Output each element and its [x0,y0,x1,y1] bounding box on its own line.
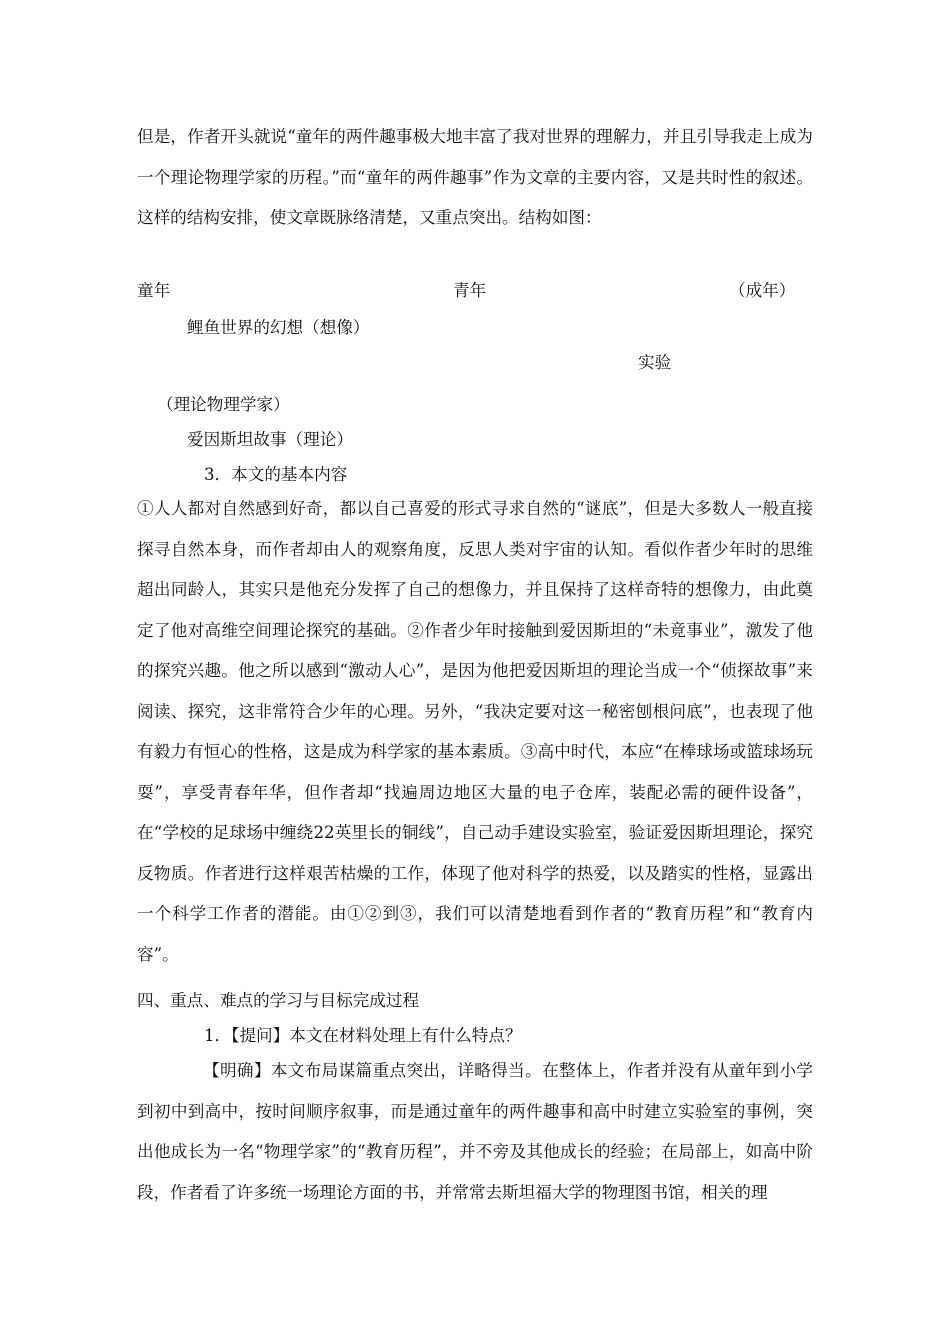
diagram-experiment-label: 实验 [638,353,672,372]
diagram-einstein-story-label: 爱因斯坦故事（理论） [187,430,353,449]
intro-paragraph: 但是，作者开头就说“童年的两件趣事极大地丰富了我对世界的理解力，并且引导我走上成为一个理论物理学家的历程。”而“童年的两件趣事”作为文章的主要内容，又是共时性的叙述。这样的结构安排，使文章既脉络清楚，又重点突出。结构如图： [137,127,813,227]
section-4-heading: 四、重点、难点的学习与目标完成过程 [137,991,420,1010]
diagram-adulthood-label: （成年） [729,281,796,300]
section-3-paragraph: ①人人都对自然感到好奇，都以自己喜爱的形式寻求自然的“谜底”，但是大多数人一般直接探寻自然本身，而作者却由人的观察角度，反思人类对宇宙的认知。看似作者少年时的思维超出同龄人，其实只是他充分发挥了自己的想像力，并且保持了这样奇特的想像力，由此奠定了他对高维空间理论探究的基础。②作者少年时接触到爱因斯坦的“未竟事业”，激发了他的探究兴趣。他之所以感到“激动人心”，是因为他把爱因斯坦的理论当成一个“侦探故事”来阅读、探究，这非常符合少年的心理。另外，“我决定要对这一秘密刨根问底”，也表现了他有毅力有恒心的性格，这是成为科学家的基本素质。③高中时代，本应“在棒球场或篮球场玩耍”，享受青春年华，但作者却“找遍周边地区大量的电子仓库，装配必需的硬件设备”，在“学校的足球场中缠绕22英里长的铜线”，自己动手建设实验室，验证爱因斯坦理论，探究反物质。作者进行这样艰苦枯燥的工作，体现了他对科学的热爱，以及踏实的性格，显露出一个科学工作者的潜能。由①②到③，我们可以清楚地看到作者的“教育历程”和“教育内容”。 [137,499,813,964]
section-3-heading: 3．本文的基本内容 [204,465,348,484]
diagram-carp-fantasy-label: 鲤鱼世界的幻想（想像） [187,318,370,337]
diagram-physicist-label: （理论物理学家） [157,395,290,414]
diagram-youth-label: 青年 [453,281,487,300]
diagram-childhood-label: 童年 [137,281,171,300]
answer-paragraph: 【明确】本文布局谋篇重点突出，详略得当。在整体上，作者并没有从童年到小学到初中到高中，按时间顺序叙事，而是通过童年的两件趣事和高中时建立实验室的事例，突出他成长为一名“物理学家”的“教育历程”，并不旁及其他成长的经验；在局部上，如高中阶段，作者看了许多统一场理论方面的书，并常常去斯坦福大学的物理图书馆，相关的理 [137,1061,813,1202]
question-line: 1．【提问】本文在材料处理上有什么特点？ [204,1026,522,1045]
